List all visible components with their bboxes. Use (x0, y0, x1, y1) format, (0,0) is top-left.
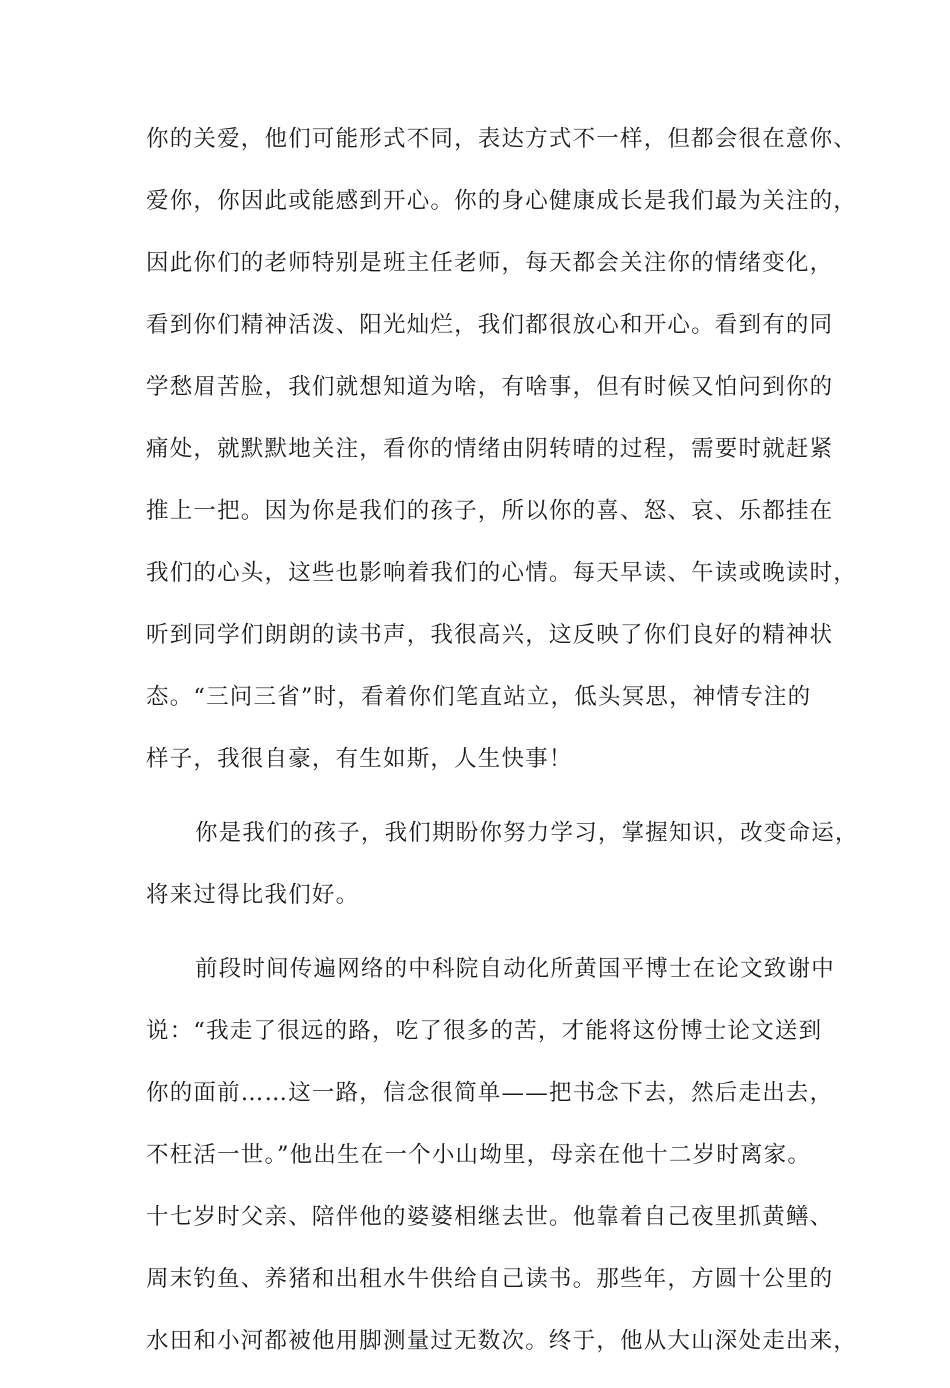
document-body (146, 124, 859, 1388)
text-line: 说：“我走了很远的路，吃了很多的苦，才能将这份博士论文送到 (146, 1018, 823, 1044)
text-line: 将来过得比我们好。 (146, 882, 360, 908)
paragraph-spacer (146, 942, 816, 954)
text-line: 爱你，你因此或能感到开心。你的身心健康成长是我们最为关注的， (146, 188, 858, 214)
text-line: 因此你们的老师特别是班主任老师，每天都会关注你的情绪变化， (146, 250, 834, 276)
text-line: 态。“三问三省”时，看着你们笔直站立，低头冥思，神情专注的 (146, 684, 812, 710)
text-line: 样子，我很自豪，有生如斯，人生快事！ (146, 746, 573, 772)
text-line: 你的面前……这一路，信念很简单——把书念下去，然后走出去， (146, 1080, 834, 1106)
text-line: 看到你们精神活泼、阳光灿烂，我们都很放心和开心。看到有的同 (146, 312, 834, 338)
text-line: 不枉活一世。”他出生在一个小山坳里，母亲在他十二岁时离家。 (146, 1142, 812, 1168)
paragraph-1 (146, 124, 858, 775)
text-line: 听到同学们朗朗的读书声，我很高兴，这反映了你们良好的精神状 (146, 622, 834, 648)
text-line: 周末钓鱼、养猪和出租水牛供给自己读书。那些年，方圆十公里的 (146, 1266, 834, 1292)
text-line: 我们的心头，这些也影响着我们的心情。每天早读、午读或晚读时， (146, 560, 858, 586)
text-line: 你是我们的孩子，我们期盼你努力学习，掌握知识，改变命运， (195, 820, 859, 846)
paragraph-3 (146, 954, 858, 1357)
paragraph-spacer (146, 806, 816, 818)
text-line: 推上一把。因为你是我们的孩子，所以你的喜、怒、哀、乐都挂在 (146, 498, 834, 524)
text-line: 学愁眉苦脸，我们就想知道为啥，有啥事，但有时候又怕问到你的 (146, 374, 834, 400)
text-line: 十七岁时父亲、陪伴他的婆婆相继去世。他靠着自己夜里抓黄鳝、 (146, 1204, 834, 1230)
text-line: 你的关爱，他们可能形式不同，表达方式不一样，但都会很在意你、 (146, 126, 858, 152)
text-line: 痛处，就默默地关注，看你的情绪由阴转晴的过程，需要时就赶紧 (146, 436, 834, 462)
text-line: 水田和小河都被他用脚测量过无数次。终于，他从大山深处走出来， (146, 1328, 858, 1354)
text-line: 前段时间传遍网络的中科院自动化所黄国平博士在论文致谢中 (195, 956, 835, 982)
paragraph-2 (146, 818, 859, 911)
